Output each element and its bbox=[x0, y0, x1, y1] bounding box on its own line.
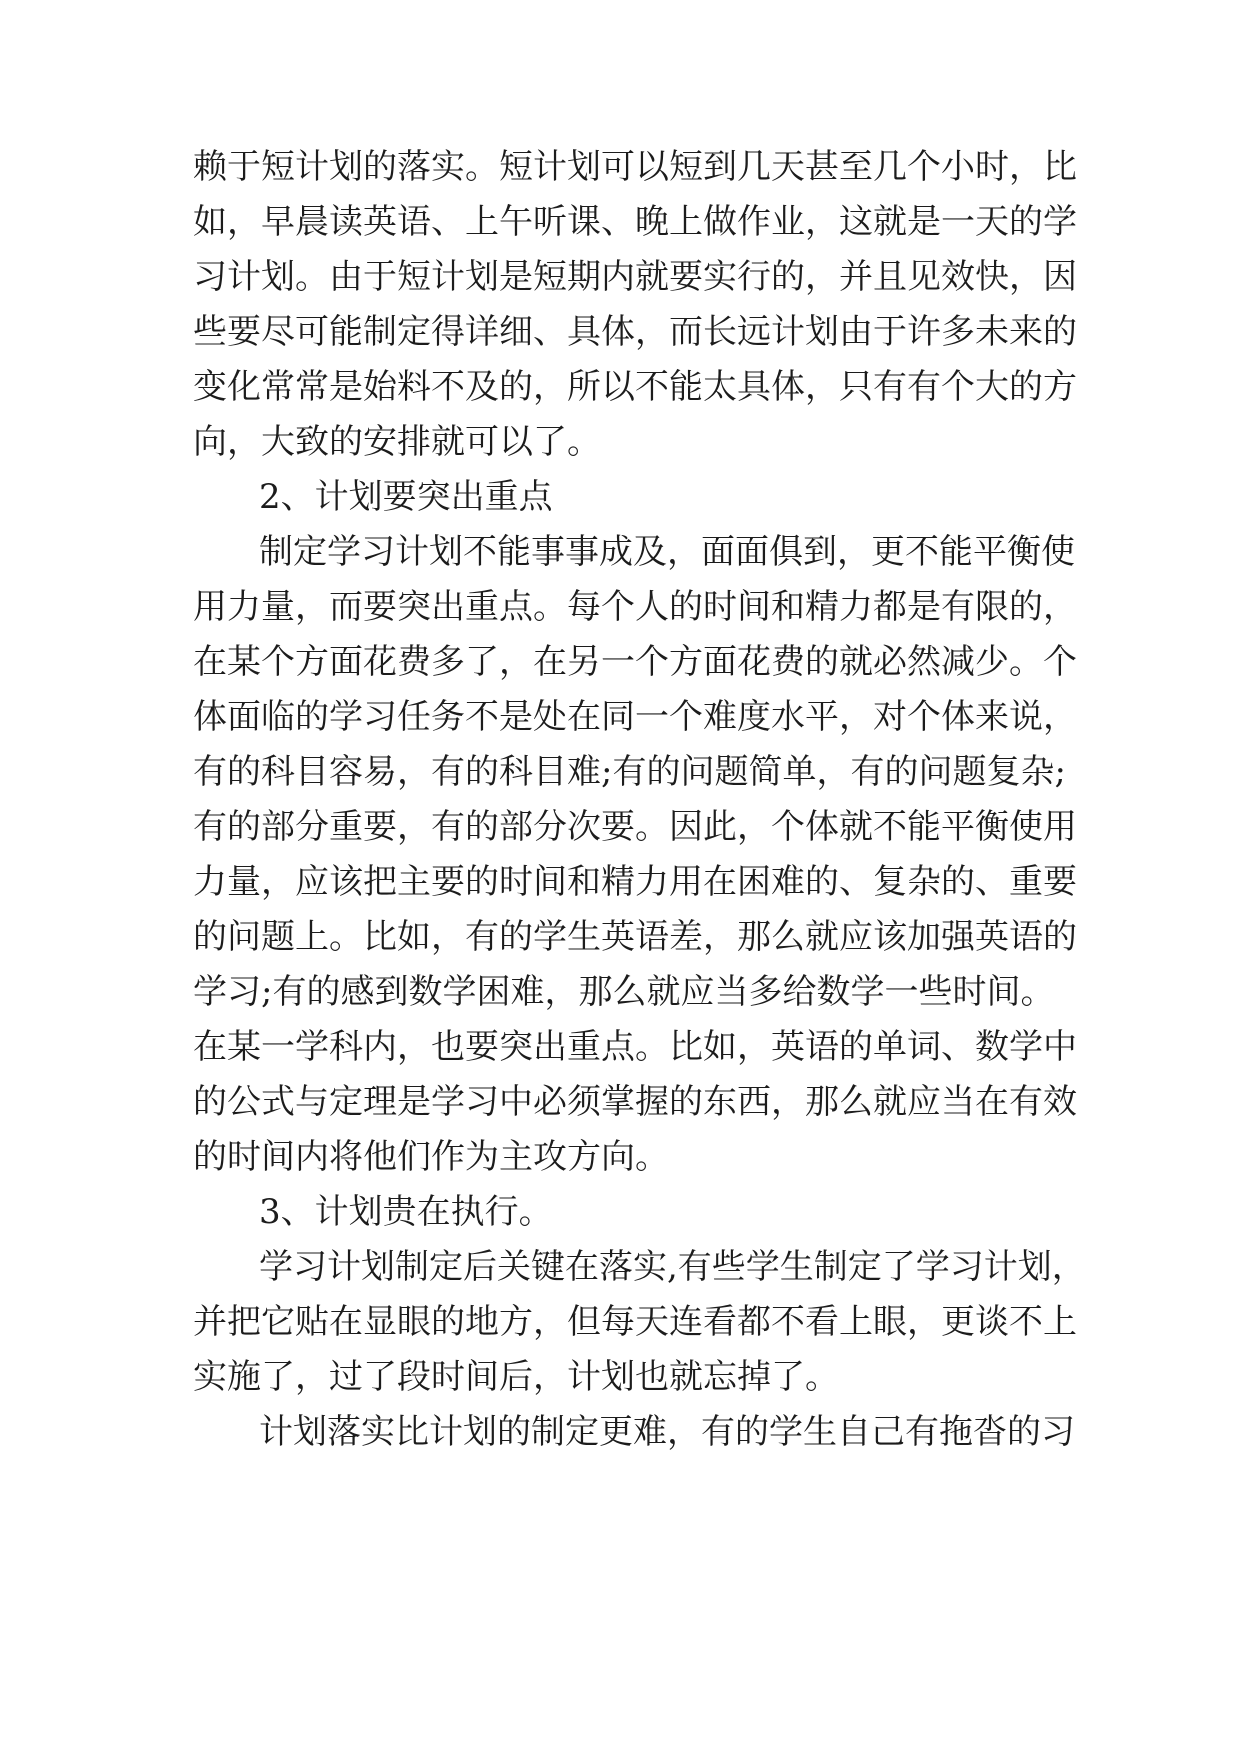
text-line-17: 在某一学科内，也要突出重点。比如，英语的单词、数学中 bbox=[193, 1027, 1077, 1067]
text-line-10: 在某个方面花费多了，在另一个方面花费的就必然减少。个 bbox=[193, 642, 1077, 682]
text-line-22: 并把它贴在显眼的地方，但每天连看都不看上眼，更谈不上 bbox=[193, 1302, 1077, 1342]
section-heading-3: 3、计划贵在执行。 bbox=[259, 1192, 553, 1232]
text-line-9: 用力量，而要突出重点。每个人的时间和精力都是有限的， bbox=[193, 587, 1077, 627]
text-line-13: 有的部分重要，有的部分次要。因此，个体就不能平衡使用 bbox=[193, 807, 1077, 847]
text-line-18: 的公式与定理是学习中必须掌握的东西，那么就应当在有效 bbox=[193, 1082, 1077, 1122]
text-line-21: 学习计划制定后关键在落实,有些学生制定了学习计划， bbox=[259, 1247, 1086, 1287]
text-line-16: 学习;有的感到数学困难，那么就应当多给数学一些时间。 bbox=[193, 972, 1055, 1012]
text-line-23: 实施了，过了段时间后，计划也就忘掉了。 bbox=[193, 1357, 839, 1397]
text-line-11: 体面临的学习任务不是处在同一个难度水平，对个体来说， bbox=[193, 697, 1077, 737]
text-line-12: 有的科目容易，有的科目难;有的问题简单，有的问题复杂; bbox=[193, 752, 1066, 792]
text-line-1: 赖于短计划的落实。短计划可以短到几天甚至几个小时，比 bbox=[193, 147, 1077, 187]
text-line-6: 向，大致的安排就可以了。 bbox=[193, 422, 601, 462]
text-line-2: 如，早晨读英语、上午听课、晚上做作业，这就是一天的学 bbox=[193, 202, 1077, 242]
text-line-15: 的问题上。比如，有的学生英语差，那么就应该加强英语的 bbox=[193, 917, 1077, 957]
text-line-8: 制定学习计划不能事事成及，面面俱到，更不能平衡使 bbox=[259, 532, 1075, 572]
text-line-3: 习计划。由于短计划是短期内就要实行的，并且见效快，因 bbox=[193, 257, 1077, 297]
section-heading-2: 2、计划要突出重点 bbox=[259, 477, 553, 517]
text-line-19: 的时间内将他们作为主攻方向。 bbox=[193, 1137, 669, 1177]
text-line-4: 些要尽可能制定得详细、具体，而长远计划由于许多未来的 bbox=[193, 312, 1077, 352]
text-line-14: 力量，应该把主要的时间和精力用在困难的、复杂的、重要 bbox=[193, 862, 1077, 902]
text-line-5: 变化常常是始料不及的，所以不能太具体，只有有个大的方 bbox=[193, 367, 1077, 407]
text-line-24: 计划落实比计划的制定更难，有的学生自己有拖沓的习 bbox=[259, 1412, 1075, 1452]
